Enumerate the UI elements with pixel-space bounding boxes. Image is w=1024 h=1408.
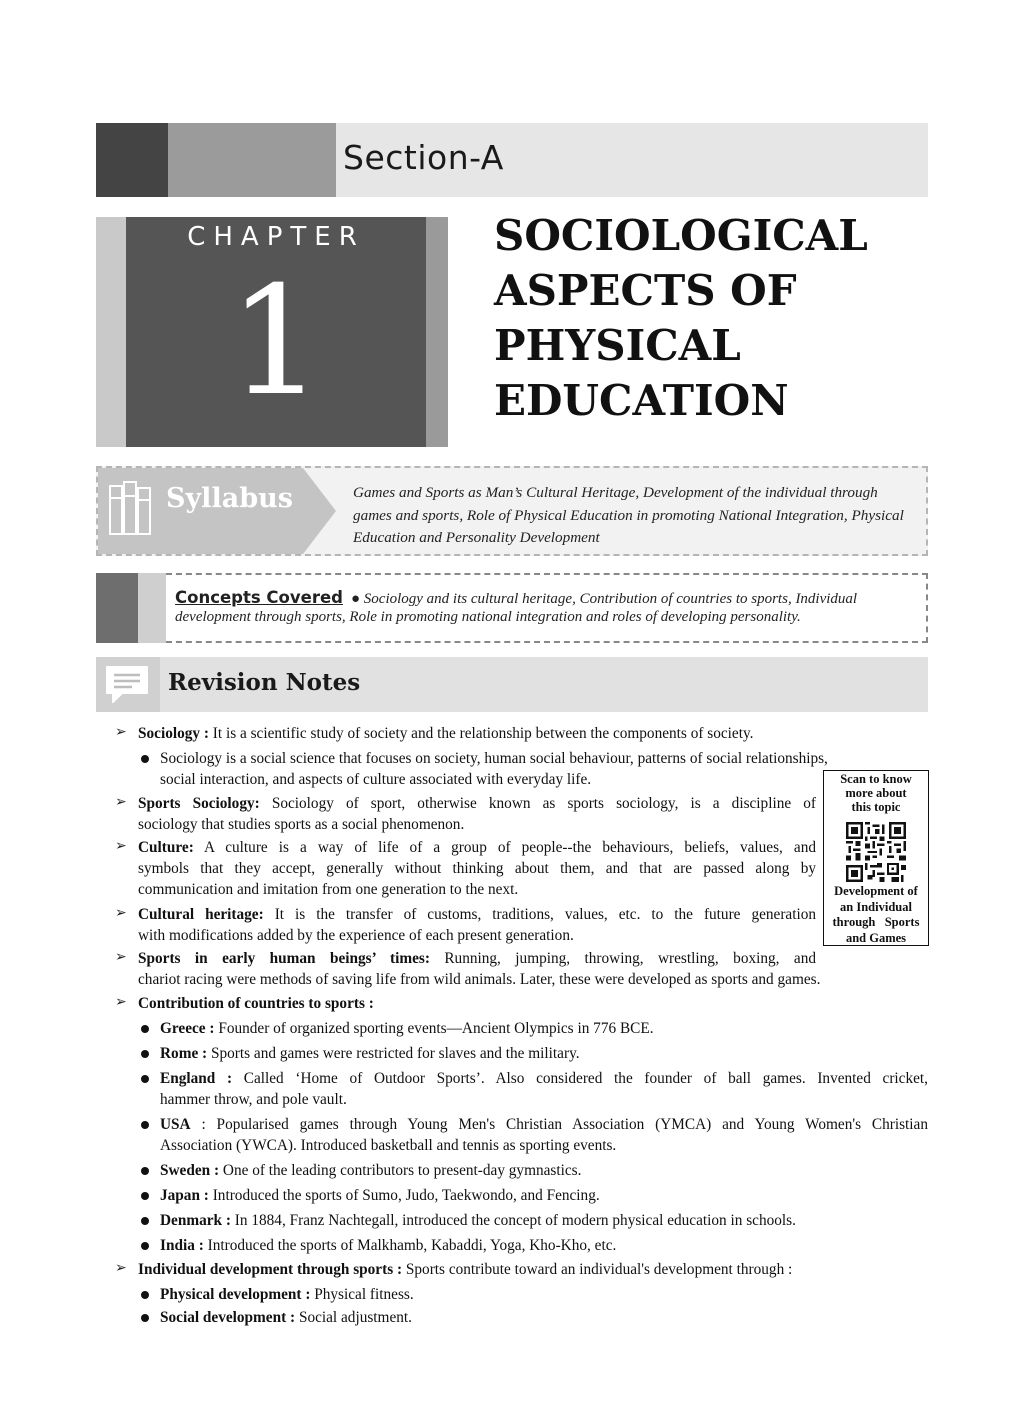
chapter-box-strip	[426, 217, 448, 447]
qr-caption-line: Development of	[834, 884, 918, 898]
bullet-icon	[141, 1167, 149, 1175]
note-text: with modifications added by the experience of each present generation.	[138, 927, 574, 944]
concepts-heading: Concepts Covered	[175, 588, 343, 607]
chapter-title	[494, 208, 868, 428]
note-item	[138, 723, 753, 744]
country-item	[160, 1068, 928, 1089]
chapter-title-line: EDUCATION	[494, 376, 789, 425]
bullet-icon	[141, 1121, 149, 1129]
section-header-grey-block	[168, 123, 336, 197]
concepts-dark-block	[96, 573, 138, 643]
note-text: It is a scientific study of society and the relationship between the components of society.	[208, 725, 754, 742]
arrow-bullet-icon: ➢	[115, 1260, 127, 1276]
syllabus-line: Education and Personality Development	[353, 529, 600, 546]
qr-caption-line: Scan to know	[840, 772, 912, 786]
bullet-icon	[141, 1192, 149, 1200]
qr-code-icon[interactable]	[846, 822, 906, 882]
syllabus-label: Syllabus	[166, 483, 293, 514]
note-text: Social adjustment.	[295, 1309, 412, 1326]
note-text: Sports and games were restricted for slaves and the military.	[207, 1045, 580, 1062]
note-item	[138, 948, 816, 969]
arrow-bullet-icon: ➢	[115, 838, 127, 854]
qr-caption-line: this topic	[851, 800, 901, 814]
note-term: Individual development through sports :	[138, 1261, 403, 1278]
note-text: sociology that studies sports as a social phenomenon.	[138, 816, 465, 833]
note-text: One of the leading contributors to present-day gymnastics.	[219, 1162, 582, 1179]
note-text: hammer throw, and pole vault.	[160, 1091, 347, 1108]
note-term: Physical development :	[160, 1286, 311, 1303]
country-item	[160, 1114, 928, 1135]
note-term: England :	[160, 1070, 233, 1087]
note-item	[138, 837, 816, 858]
development-item	[160, 1284, 414, 1305]
bullet-icon	[141, 1025, 149, 1033]
note-text: : Popularised games through Young Men's Christian Association (YMCA) and Young Women's Christian	[190, 1116, 928, 1133]
concepts-light-block	[138, 573, 166, 643]
note-term: Sweden :	[160, 1162, 220, 1179]
country-item	[160, 1043, 580, 1064]
note-text: Introduced the sports of Malkhamb, Kabaddi, Yoga, Kho-Kho, etc.	[203, 1237, 617, 1254]
arrow-bullet-icon: ➢	[115, 724, 127, 740]
bullet-icon	[141, 1075, 149, 1083]
chapter-number: 1	[228, 255, 324, 429]
country-item	[160, 1185, 600, 1206]
bullet-icon	[141, 1050, 149, 1058]
bullet-icon	[141, 1242, 149, 1250]
note-item	[138, 904, 816, 925]
concepts-line: development through sports, Role in promoting national integration and roles of developing personality.	[175, 609, 801, 625]
bullet-icon	[141, 755, 149, 763]
note-term: Denmark :	[160, 1212, 231, 1229]
chapter-title-line: PHYSICAL	[494, 321, 741, 370]
note-text: Association (YWCA). Introduced basketball and tennis as sporting events.	[160, 1137, 617, 1154]
note-term: Culture:	[138, 839, 194, 856]
chapter-title-line: ASPECTS OF	[494, 266, 797, 315]
concepts-covered	[175, 589, 920, 626]
note-text: Sports contribute toward an individual's development through :	[402, 1261, 793, 1278]
qr-caption-line: more about	[845, 786, 907, 800]
concepts-line: Sociology and its cultural heritage, Contribution of countries to sports, Individual	[363, 591, 858, 607]
section-header-dark-block	[96, 123, 168, 197]
arrow-bullet-icon: ➢	[115, 794, 127, 810]
note-text: symbols that they accept, generally without thinking about them, and that are passed along by	[138, 860, 816, 877]
country-item	[160, 1018, 654, 1039]
chapter-label: CHAPTER	[187, 222, 365, 252]
note-term: Social development :	[160, 1309, 296, 1326]
arrow-bullet-icon: ➢	[115, 949, 127, 965]
note-term: Sports Sociology:	[138, 795, 260, 812]
qr-caption-top	[823, 772, 929, 814]
note-text: social interaction, and aspects of culture associated with everyday life.	[160, 771, 592, 788]
note-term: Rome :	[160, 1045, 208, 1062]
note-term: Japan :	[160, 1187, 209, 1204]
note-term: India :	[160, 1237, 204, 1254]
qr-caption-line: an Individual	[840, 899, 912, 914]
bullet-icon	[141, 1217, 149, 1225]
note-item	[138, 993, 374, 1014]
note-term: Greece :	[160, 1020, 215, 1037]
note-text: Physical fitness.	[310, 1286, 414, 1303]
bullet-icon	[141, 1291, 149, 1299]
note-text: Running, jumping, throwing, wrestling, boxing, and	[429, 950, 816, 967]
qr-caption-line: through Sports	[832, 915, 920, 929]
note-text: Called ‘Home of Outdoor Sports’. Also considered the founder of ball games. Invented cricket,	[232, 1070, 928, 1087]
development-item	[160, 1307, 412, 1328]
revision-notes-title: Revision Notes	[168, 669, 361, 696]
syllabus-line: games and sports, Role of Physical Education in promoting National Integration, Physical	[353, 506, 904, 524]
note-term: Sociology :	[138, 725, 209, 742]
note-term: Cultural heritage:	[138, 906, 264, 923]
note-text: Sociology is a social science that focuses on society, human social behaviour, patterns of social relationships,	[160, 750, 828, 767]
note-term: USA	[160, 1116, 191, 1133]
country-item	[160, 1160, 581, 1181]
note-text: Introduced the sports of Sumo, Judo, Taekwondo, and Fencing.	[208, 1187, 600, 1204]
note-text: communication and imitation from one generation to the next.	[138, 881, 519, 898]
note-text: chariot racing were methods of saving life from wild animals. Later, these were developed as sports and games.	[138, 971, 821, 988]
chapter-title-line: SOCIOLOGICAL	[494, 211, 868, 260]
chat-bubble-icon	[104, 664, 150, 706]
note-text: A culture is a way of life of a group of people--the behaviours, beliefs, values, and	[193, 839, 816, 856]
section-title: Section-A	[343, 138, 504, 177]
note-term: Sports in early human beings’ times:	[138, 950, 430, 967]
note-text: It is the transfer of customs, traditions, values, etc. to the future generation	[263, 906, 817, 923]
country-item	[160, 1210, 796, 1231]
note-term: Contribution of countries to sports :	[138, 995, 374, 1012]
bullet-icon: ●	[350, 591, 364, 607]
syllabus-text	[353, 482, 921, 550]
note-item	[138, 1259, 792, 1280]
bullet-icon	[141, 1314, 149, 1322]
note-text: In 1884, Franz Nachtegall, introduced the concept of modern physical education in schools.	[230, 1212, 796, 1229]
arrow-bullet-icon: ➢	[115, 905, 127, 921]
arrow-bullet-icon: ➢	[115, 994, 127, 1010]
qr-caption-bottom	[823, 884, 929, 946]
country-item	[160, 1235, 616, 1256]
note-item	[138, 793, 816, 814]
note-text: Sociology of sport, otherwise known as sports sociology, is a discipline of	[259, 795, 816, 812]
qr-caption-line: and Games	[845, 930, 907, 945]
syllabus-line: Games and Sports as Man’s Cultural Heritage, Development of the individual through	[353, 484, 878, 501]
note-text: Founder of organized sporting events—Ancient Olympics in 776 BCE.	[214, 1020, 654, 1037]
